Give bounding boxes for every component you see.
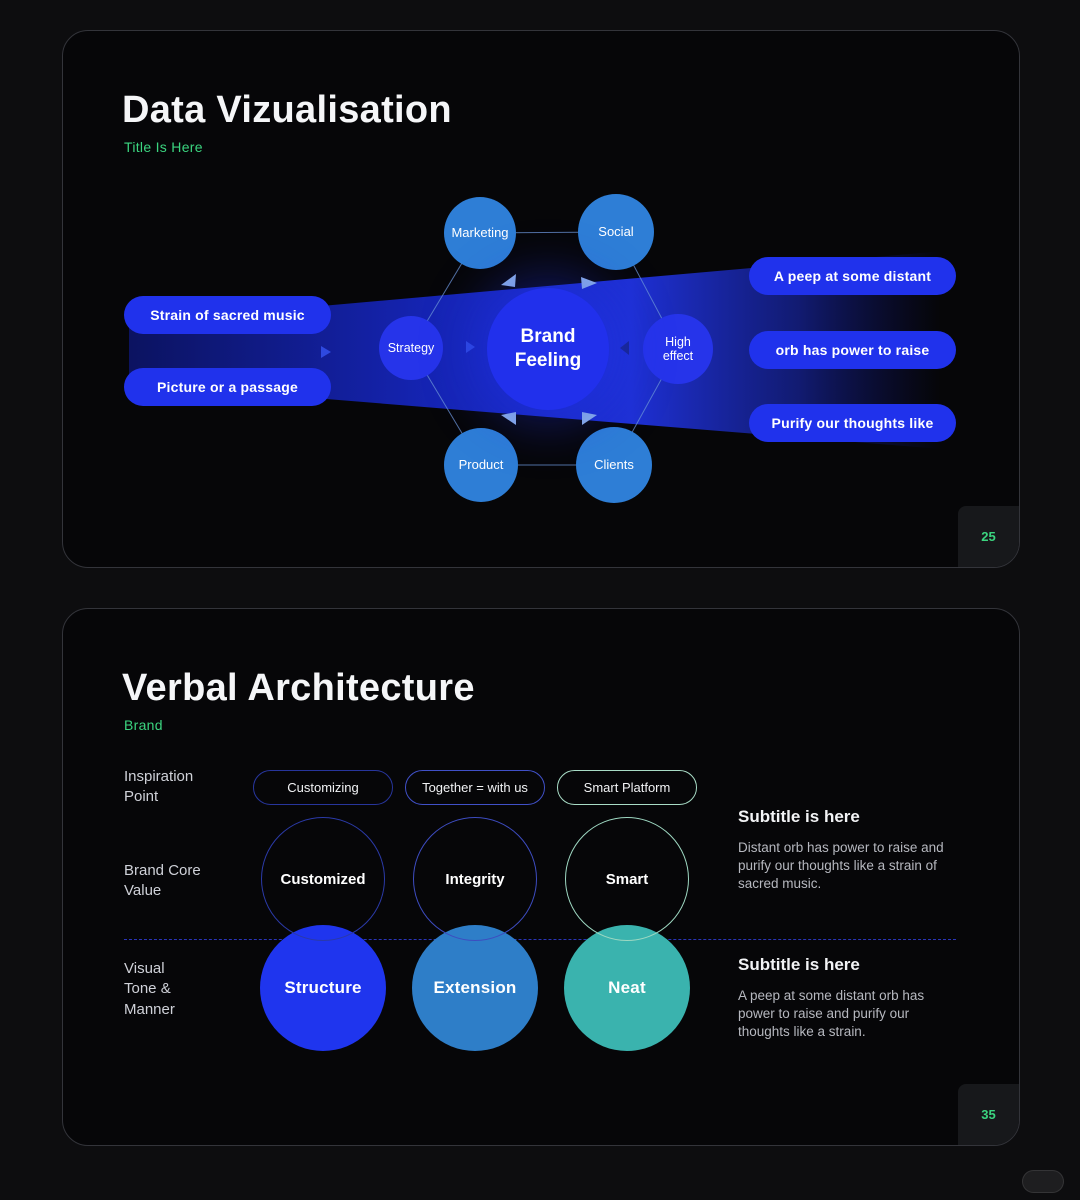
node-brand-feeling: Brand Feeling: [487, 288, 609, 410]
slide1-page-number: 25: [958, 506, 1019, 567]
right-pill-3: Purify our thoughts like: [749, 404, 956, 442]
note2-body: A peep at some distant orb has power to raise and purify our thoughts like a strain.: [738, 988, 925, 1039]
left-pill-1: Strain of sacred music: [124, 296, 331, 334]
arrow-bottom-left: [501, 412, 516, 425]
slide2-title: Verbal Architecture: [122, 667, 475, 709]
slide2-subtitle: Brand: [124, 717, 163, 733]
node-marketing: Marketing: [444, 197, 516, 269]
row-label-inspiration-point: Inspiration Point: [124, 768, 194, 806]
slide1-title: Data Vizualisation: [122, 89, 452, 131]
circle-neat: Neat: [564, 925, 690, 1051]
dashed-divider: [124, 939, 956, 940]
node-product: Product: [444, 428, 518, 502]
arrow-top-left: [501, 274, 516, 287]
watermark-badge: [1022, 1170, 1064, 1193]
note1-heading: Subtitle is here: [738, 807, 860, 826]
pill-together-with-us: Together = with us: [405, 770, 545, 805]
node-high-effect: High effect: [643, 314, 713, 384]
node-social: Social: [578, 194, 654, 270]
slide2-page-number: 35: [958, 1084, 1019, 1145]
node-strategy: Strategy: [379, 316, 443, 380]
slide1-subtitle: Title Is Here: [124, 139, 203, 155]
row-label-brand-core-value: Brand Core Value: [124, 862, 201, 900]
note1-body: Distant orb has power to raise and purify our thoughts like a strain of sacred music.: [738, 840, 944, 891]
circle-customized: Customized: [261, 817, 385, 941]
circle-structure: Structure: [260, 925, 386, 1051]
row-label-visual-tone-manner: Visual Tone & Manner: [124, 960, 175, 1018]
left-pill-2: Picture or a passage: [124, 368, 331, 406]
right-pill-2: orb has power to raise: [749, 331, 956, 369]
pill-customizing: Customizing: [253, 770, 393, 805]
note2-heading: Subtitle is here: [738, 955, 860, 974]
pill-smart-platform: Smart Platform: [557, 770, 697, 805]
note-block-2: [738, 955, 956, 1041]
slide-verbal-architecture: [62, 608, 1020, 1146]
right-pill-1: A peep at some distant: [749, 257, 956, 295]
circle-extension: Extension: [412, 925, 538, 1051]
circle-integrity: Integrity: [413, 817, 537, 941]
note-block-1: [738, 807, 956, 893]
circle-smart: Smart: [565, 817, 689, 941]
slide-data-vizualisation: [62, 30, 1020, 568]
node-clients: Clients: [576, 427, 652, 503]
